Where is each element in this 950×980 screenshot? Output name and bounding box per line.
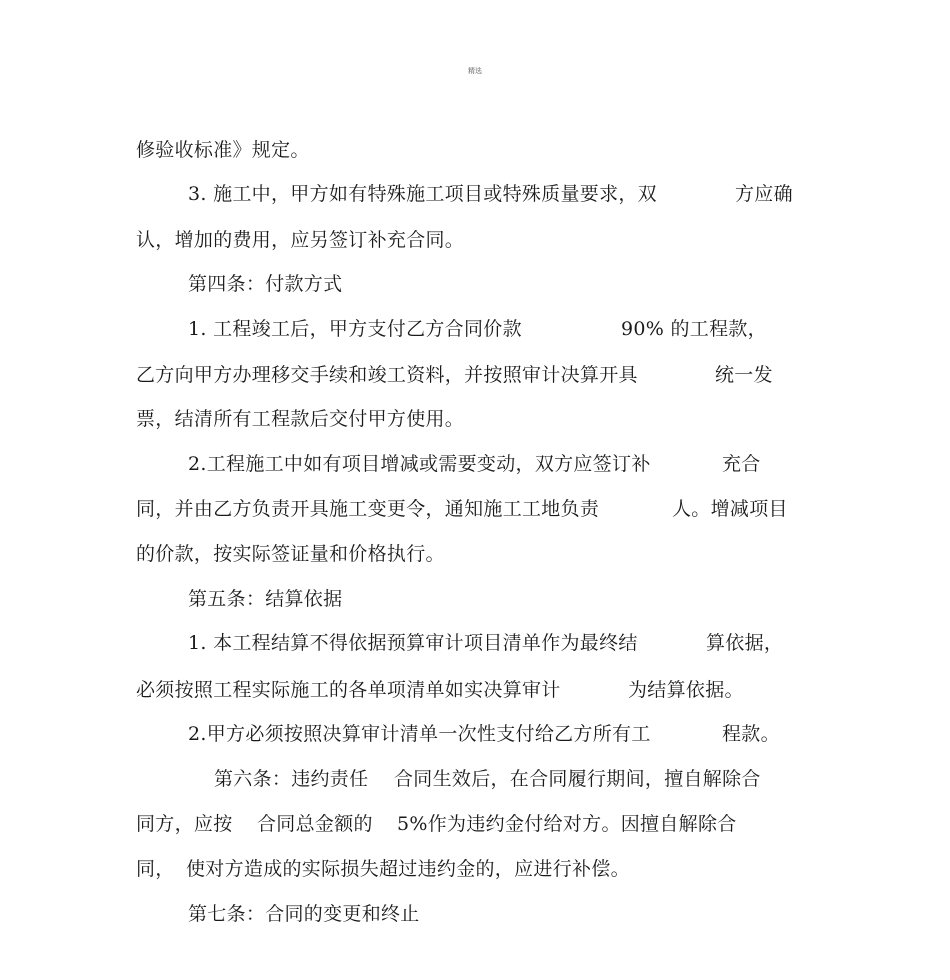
text-line: 票，结清所有工程款后交付甲方使用。: [136, 408, 465, 430]
text-line: 2.甲方必须按照决算审计清单一次性支付给乙方所有工: [188, 723, 651, 745]
text-line: 同，并由乙方负责开具施工变更令，通知施工工地负责: [136, 498, 600, 520]
text-line: 合同总金额的: [257, 813, 373, 835]
text-line: 同，: [136, 858, 175, 880]
text-line: 3. 施工中，甲方如有特殊施工项目或特殊质量要求，双: [188, 183, 657, 205]
section-heading: 第七条：合同的变更和终止: [188, 903, 420, 925]
text-line: 修验收标准》规定。: [136, 139, 310, 161]
text-line: 同方，应按: [136, 813, 233, 835]
section-heading: 第五条：结算依据: [188, 588, 343, 610]
section-heading: 第四条：付款方式: [188, 273, 343, 295]
text-line: 统一发: [715, 364, 773, 386]
text-line: 算依据，: [706, 632, 784, 654]
text-line: 1. 本工程结算不得依据预算审计项目清单作为最终结: [188, 632, 638, 654]
section-heading: 第六条：违约责任: [214, 768, 369, 790]
text-line: 必须按照工程实际施工的各单项清单如实决算审计: [136, 679, 561, 701]
text-line: 使对方造成的实际损失超过违约金的，应进行补偿。: [186, 858, 630, 880]
text-line: 2.工程施工中如有项目增减或需要变动，双方应签订补: [188, 453, 651, 475]
text-line: 为结算依据。: [628, 679, 744, 701]
text-line: 方应确: [735, 183, 793, 205]
text-line: 的价款，按实际签证量和价格执行。: [136, 543, 445, 565]
text-line: 人。增减项目: [672, 498, 788, 520]
text-line: 1. 工程竣工后，甲方支付乙方合同价款: [188, 318, 522, 340]
text-line: 乙方向甲方办理移交手续和竣工资料，并按照审计决算开具: [136, 364, 638, 386]
text-line: 认，增加的费用，应另签订补充合同。: [136, 229, 465, 251]
page-header-mark: 精选: [468, 67, 482, 75]
text-line: 程款。: [722, 723, 780, 745]
text-line: 90% 的工程款，: [621, 318, 767, 340]
text-line: 充合: [722, 453, 761, 475]
text-line: 5%作为违约金付给对方。因擅自解除合: [397, 813, 737, 835]
text-line: 合同生效后，在合同履行期间，擅自解除合: [394, 768, 761, 790]
